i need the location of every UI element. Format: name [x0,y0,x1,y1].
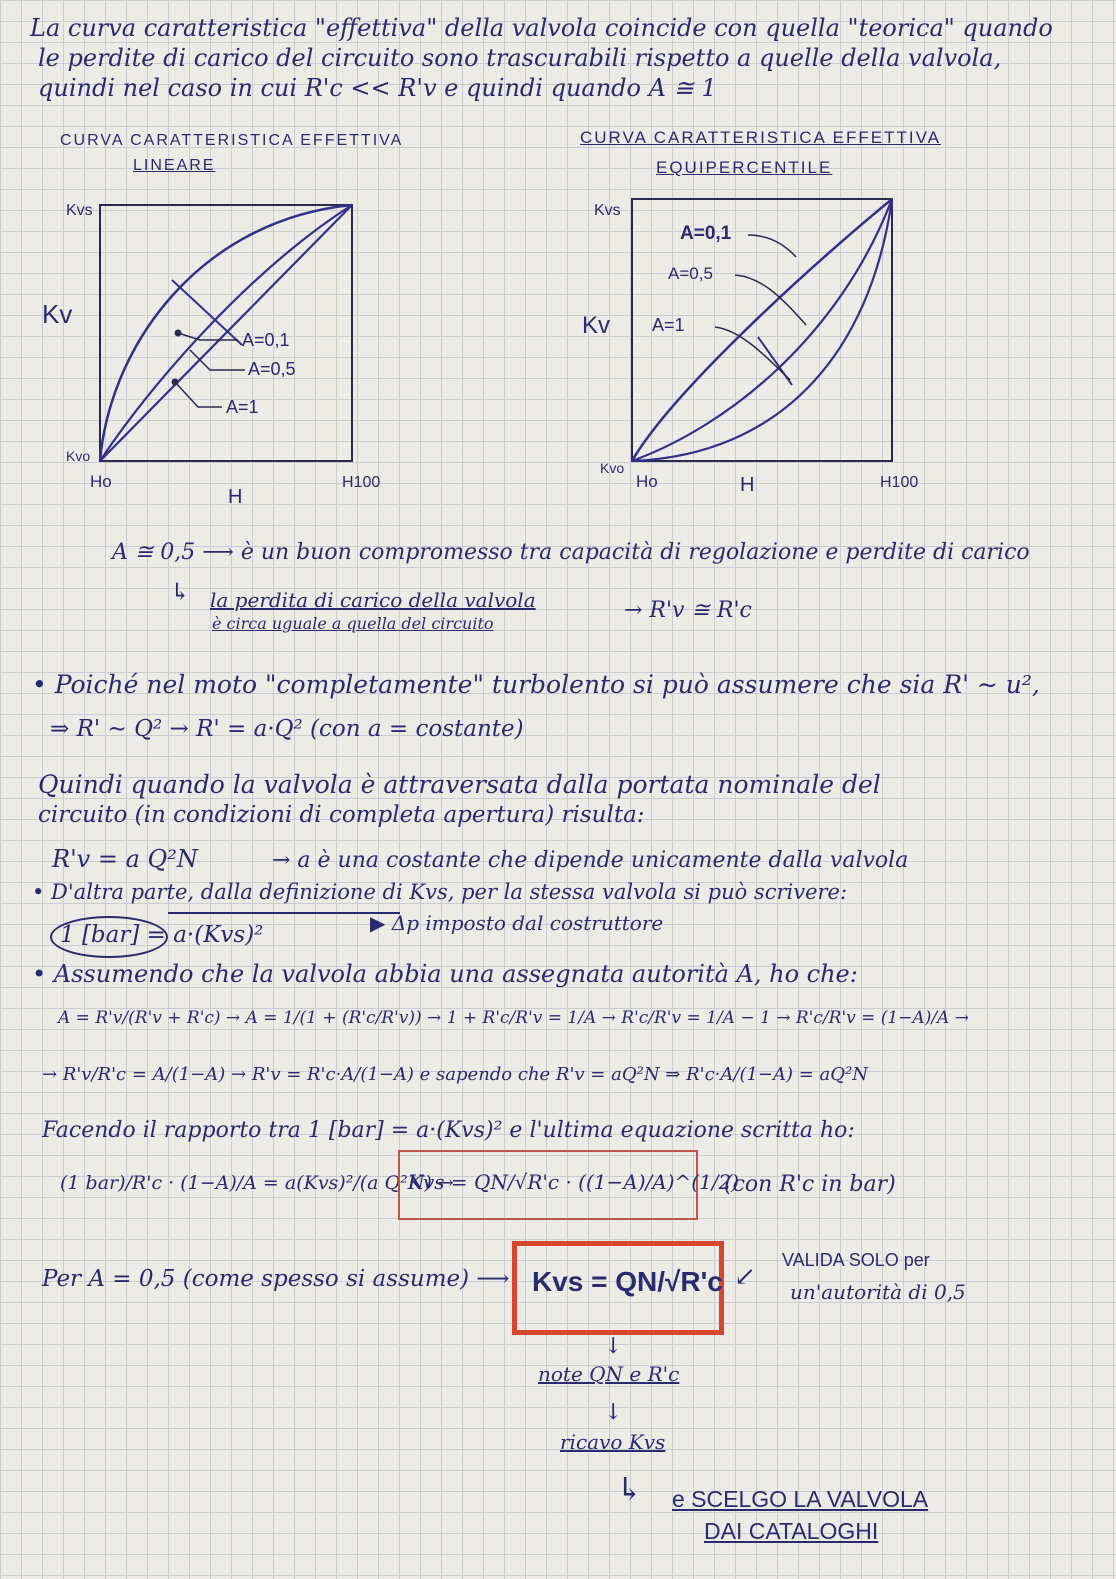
left-label-a05: A=0,5 [248,359,296,379]
a05-arrow: ↳ [170,578,191,606]
daltra-line: • D'altra parte, dalla definizione di Kvs, per la stessa valvola si può scrivere: [32,880,848,904]
right-y-bottom: Kvo [600,460,625,476]
scelgo-arrow: ↳ [616,1470,643,1508]
bar-equation: 1 [bar] = a·(Kvs)² [60,922,264,948]
left-x-label: H [228,486,243,508]
per-a-line: Per A = 0,5 (come spesso si assume) ⟶ [42,1266,510,1292]
right-x-end: H100 [880,474,919,491]
left-label-a1: A=1 [226,397,259,417]
assumendo-line: • Assumendo che la valvola abbia una assegnata autorità A, ho che: [32,960,858,988]
down-arrow-2: ↓ [604,1400,623,1425]
left-label-a01: A=0,1 [242,330,290,350]
facendo-line: Facendo il rapporto tra 1 [bar] = a·(Kvs)² e l'ultima equazione scritta ho: [42,1118,855,1143]
ratio-equation: (1 bar)/R'c · (1−A)/A = a(Kvs)²/(a Q²N) → [60,1172,454,1194]
right-label-a05: A=0,5 [668,264,713,283]
right-y-top: Kvs [594,202,621,219]
a05-sub-3: → R'v ≅ R'c [624,598,752,623]
right-chart-title: CURVA CARATTERISTICA EFFETTIVA [580,128,942,147]
scelgo-line-2: DAI CATALOGHI [704,1518,879,1544]
left-valve-chart [30,185,400,515]
intro-line-1: La curva caratteristica "effettiva" della valvola coincide con quella "teorica" quando [30,14,1053,42]
down-arrow-1: ↓ [604,1334,623,1359]
dp-note: ▶ Δp imposto dal costruttore [370,911,664,935]
left-chart-subtitle: LINEARE [133,157,216,174]
right-y-label: Kv [582,312,611,339]
scelgo-line-1: e SCELGO LA VALVOLA [672,1486,929,1512]
valida-line-2: un'autorità di 0,5 [790,1280,966,1304]
con-rc-note: (con R'c in bar) [724,1172,896,1197]
left-curve-a1 [100,205,352,461]
dp-arrow-line [168,912,400,914]
kvs-general: Kvs = QN/√R'c · ((1−A)/A)^(1/2) [408,1170,740,1194]
valida-line-1: VALIDA SOLO per [782,1250,930,1270]
a05-line: A ≅ 0,5 ⟶ è un buon compromesso tra capacità di regolazione e perdite di carico [112,540,1030,565]
rv-equation: R'v = a Q²N [52,845,198,873]
valida-arrow: ↙ [734,1262,756,1292]
right-x-start: Ho [636,472,658,491]
right-valve-chart [580,185,960,505]
left-x-end: H100 [342,474,381,491]
note-qn: note QN e R'c [538,1362,680,1386]
left-y-top: Kvs [66,202,93,219]
equation-line-2: → R'v/R'c = A/(1−A) → R'v = R'c·A/(1−A) e sapendo che R'v = aQ²N ⇒ R'c·A/(1−A) = aQ²N [42,1064,869,1085]
intro-line-3: quindi nel caso in cui R'c << R'v e quindi quando A ≅ 1 [38,74,717,102]
right-chart-subtitle: EQUIPERCENTILE [656,158,833,177]
left-y-label: Kv [42,299,73,329]
a05-sub-2: è circa uguale a quella del circuito [212,614,494,633]
quindi-line-2: circuito (in condizioni di completa apertura) risulta: [38,802,645,828]
intro-line-2: le perdite di carico del circuito sono trascurabili rispetto a quelle della valvola, [38,44,1002,72]
equation-line-1: A = R'v/(R'v + R'c) → A = 1/(1 + (R'c/R'v)) → 1 + R'c/R'v = 1/A → R'c/R'v = 1/A − 1 → R'c/R'v = (1−A)/A → [58,1008,969,1028]
dp-note-text: Δp imposto dal costruttore [391,911,664,935]
left-y-bottom: Kvo [66,448,91,464]
right-label-a1: A=1 [652,315,685,335]
a05-sub-1: la perdita di carico della valvola [210,588,536,612]
rq-line: ⇒ R' ∼ Q² → R' = a·Q² (con a = costante) [50,716,524,742]
ricavo-line: ricavo Kvs [560,1430,666,1454]
poiche-line: • Poiché nel moto "completamente" turbolento si può assumere che sia R' ∼ u², [32,670,1040,699]
right-label-a01: A=0,1 [680,223,732,244]
right-x-label: H [740,474,755,496]
rv-note: → a è una costante che dipende unicamente dalla valvola [272,848,909,873]
left-x-start: Ho [90,472,112,491]
kvs-final: Kvs = QN/√R'c [532,1266,723,1297]
left-tick-1 [172,280,242,345]
left-chart-title: CURVA CARATTERISTICA EFFETTIVA [60,132,404,149]
quindi-line-1: Quindi quando la valvola è attraversata dalla portata nominale del [38,770,881,799]
